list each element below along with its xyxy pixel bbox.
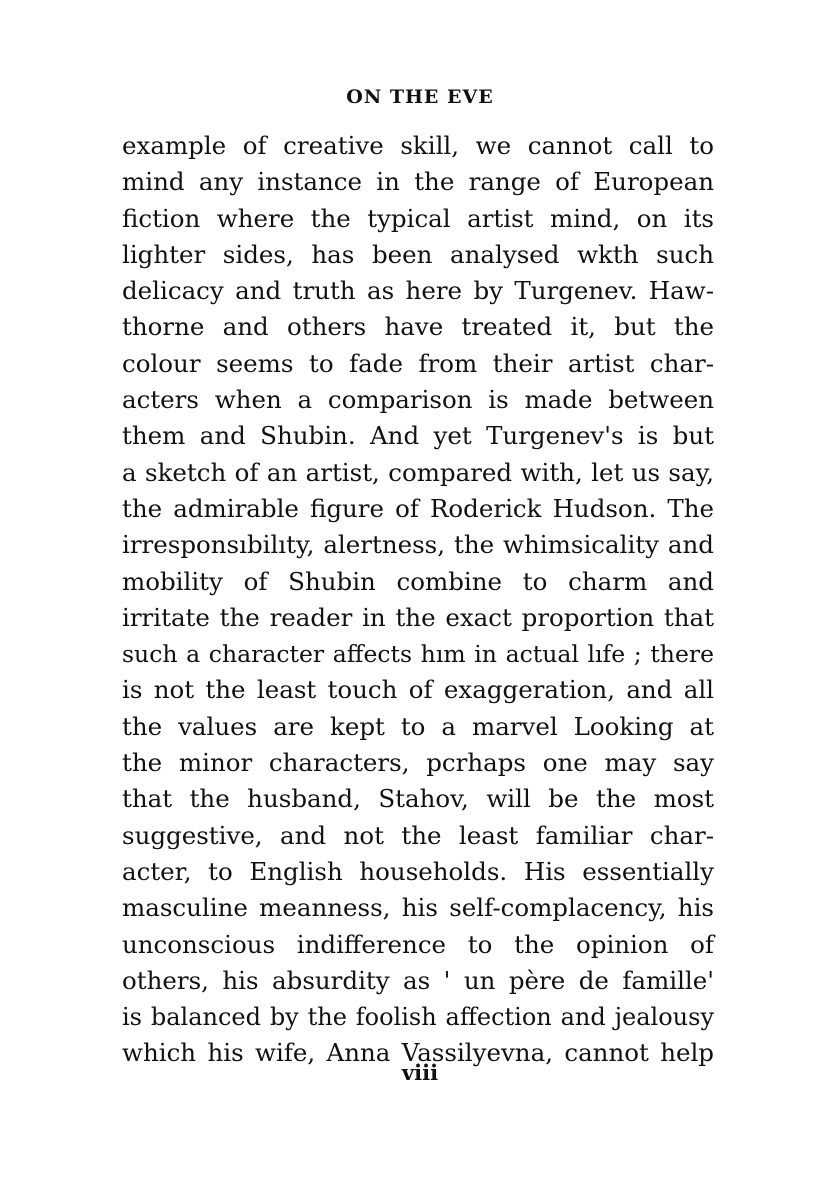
text-line: the values are kept to a marvel Looking at — [122, 711, 714, 741]
text-line: thorne and others have treated it, but the — [122, 312, 714, 342]
text-line: suggestive, and not the least familiar char- — [122, 820, 714, 850]
text-line: irritate the reader in the exact proportion that — [122, 602, 714, 632]
text-line: the admirable figure of Roderick Hudson. The — [122, 493, 714, 523]
text-line: example of creative skill, we cannot call to — [122, 131, 714, 160]
text-line: colour seems to fade from their artist char- — [122, 348, 714, 378]
text-line: acters when a comparison is made between — [122, 385, 714, 415]
text-line: which his wife, Anna Vassilyevna, cannot help — [122, 1038, 714, 1068]
text-line: lighter sides, has been analysed wkth such — [122, 239, 714, 269]
text-line: acter, to English households. His essentially — [122, 856, 714, 886]
text-line: that the husband, Stahov, will be the most — [122, 784, 714, 814]
text-line: fiction where the typical artist mind, on its — [122, 203, 714, 233]
text-line: delicacy and truth as here by Turgenev. Haw- — [122, 276, 714, 306]
running-head: ON THE EVE — [346, 86, 494, 108]
text-line: a sketch of an artist, compared with, let us say, — [122, 457, 714, 487]
text-line: mobility of Shubin combine to charm and — [122, 566, 714, 596]
text-line: the minor characters, pcrhaps one may say — [122, 748, 714, 778]
text-line: is not the least touch of exaggeration, and all — [122, 675, 714, 705]
page-number: viii — [401, 1060, 439, 1085]
text-line: unconscious indifference to the opinion of — [122, 929, 714, 959]
text-line: masculine meanness, his self-complacency, his — [122, 893, 714, 923]
text-line: such a character affects hım in actual lıfe ; there — [122, 640, 714, 669]
text-line: is balanced by the foolish affection and jealousy — [122, 1003, 714, 1032]
body-text — [122, 128, 714, 1072]
text-line: irresponsıbilıty, alertness, the whimsicality and — [122, 530, 714, 560]
text-line: them and Shubin. And yet Turgenev's is but — [122, 421, 714, 451]
text-line: mind any instance in the range of European — [122, 167, 714, 197]
text-line: others, his absurdity as ' un père de famille' — [122, 965, 714, 995]
